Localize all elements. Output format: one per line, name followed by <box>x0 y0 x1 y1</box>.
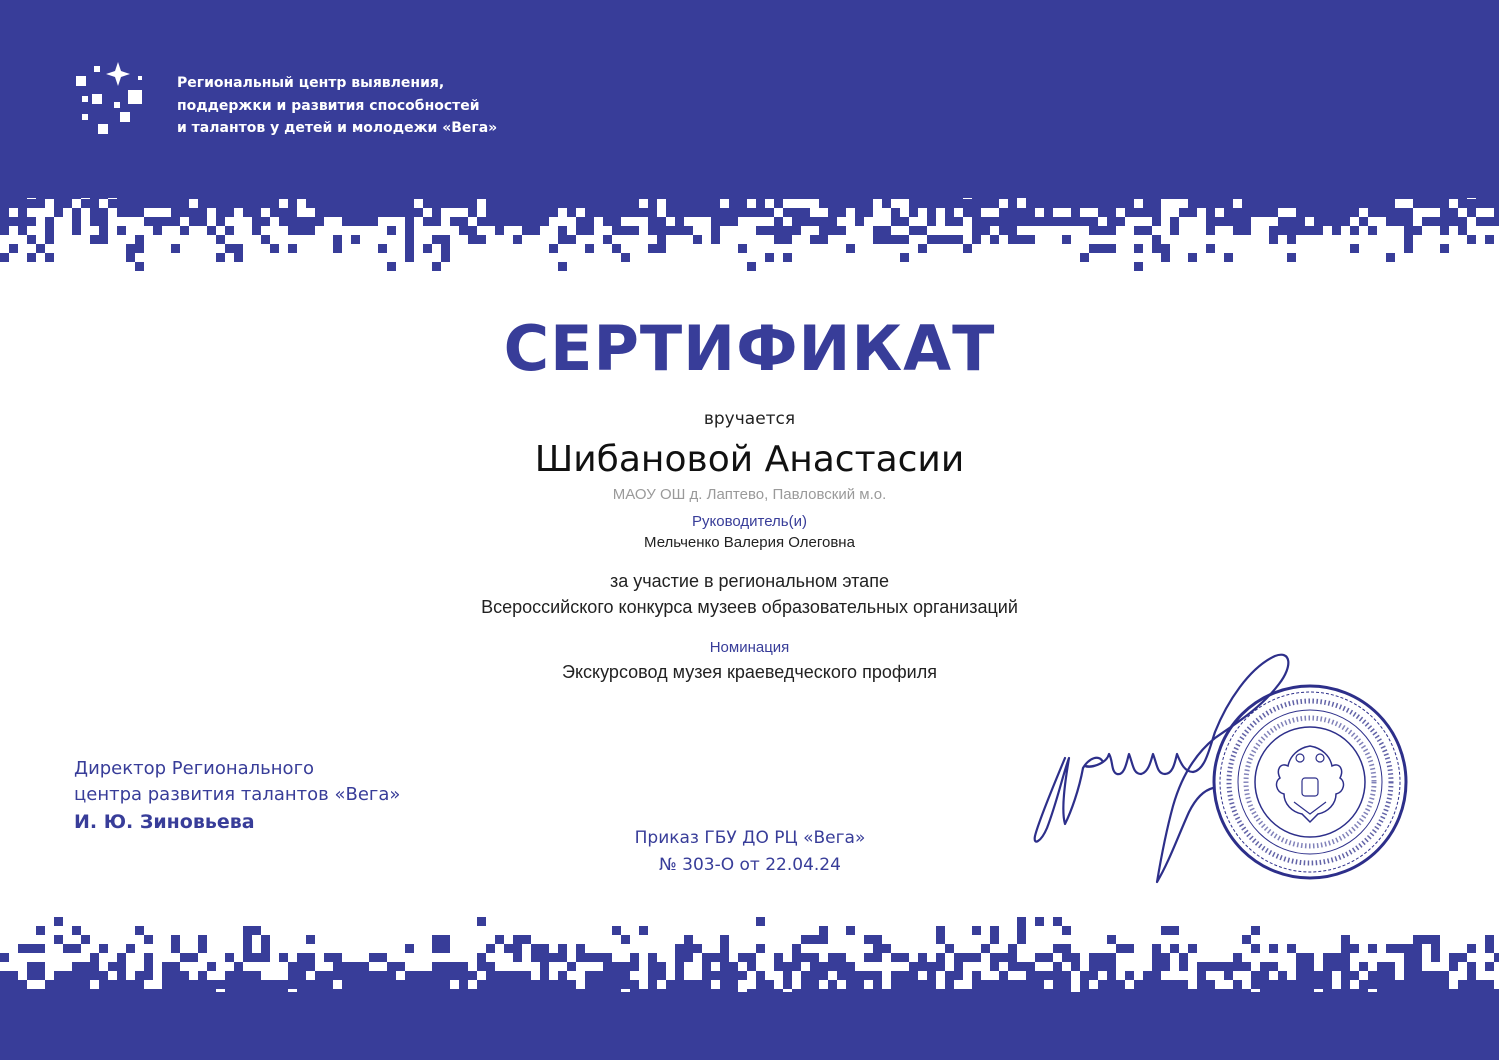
participation-text <box>0 568 1499 620</box>
footer-band <box>0 992 1499 1060</box>
signatory-name: И. Ю. Зиновьева <box>74 811 255 833</box>
recipient-school: МАОУ ОШ д. Лаптево, Павловский м.о. <box>612 486 887 503</box>
organization-name-line2: поддержки и развития способностей <box>177 97 480 114</box>
participation-line2: Всероссийского конкурса музеев образовательных организаций <box>481 597 1018 617</box>
leaders-name: Мельченко Валерия Олеговна <box>644 534 855 551</box>
organization-name <box>177 72 537 140</box>
recipient-name: Шибановой Анастасии <box>534 439 965 480</box>
signatory-title <box>74 756 400 808</box>
order-line2: № 303-О от 22.04.24 <box>659 855 841 875</box>
footer-pixel-fade <box>0 908 1499 998</box>
signatory-title-line2: центра развития талантов «Вега» <box>74 784 401 805</box>
organization-name-line1: Региональный центр выявления, <box>177 75 445 91</box>
organization-name-line3: и талантов у детей и молодежи «Вега» <box>177 120 498 136</box>
nomination-value: Экскурсовод музея краеведческого профиля <box>562 662 937 682</box>
order-reference <box>600 825 900 879</box>
header-pixel-fade <box>0 190 1499 280</box>
vega-logo-icon <box>72 60 152 140</box>
nomination-label: Номинация <box>709 639 790 656</box>
certificate-title: СЕРТИФИКАТ <box>503 312 996 385</box>
awarded-label: вручается <box>703 409 796 429</box>
signatory-title-line1: Директор Регионального <box>74 758 315 779</box>
participation-line1: за участие в региональном этапе <box>610 571 889 591</box>
leaders-label: Руководитель(и) <box>691 513 807 530</box>
order-line1: Приказ ГБУ ДО РЦ «Вега» <box>634 828 866 848</box>
director-signature <box>1025 650 1295 900</box>
